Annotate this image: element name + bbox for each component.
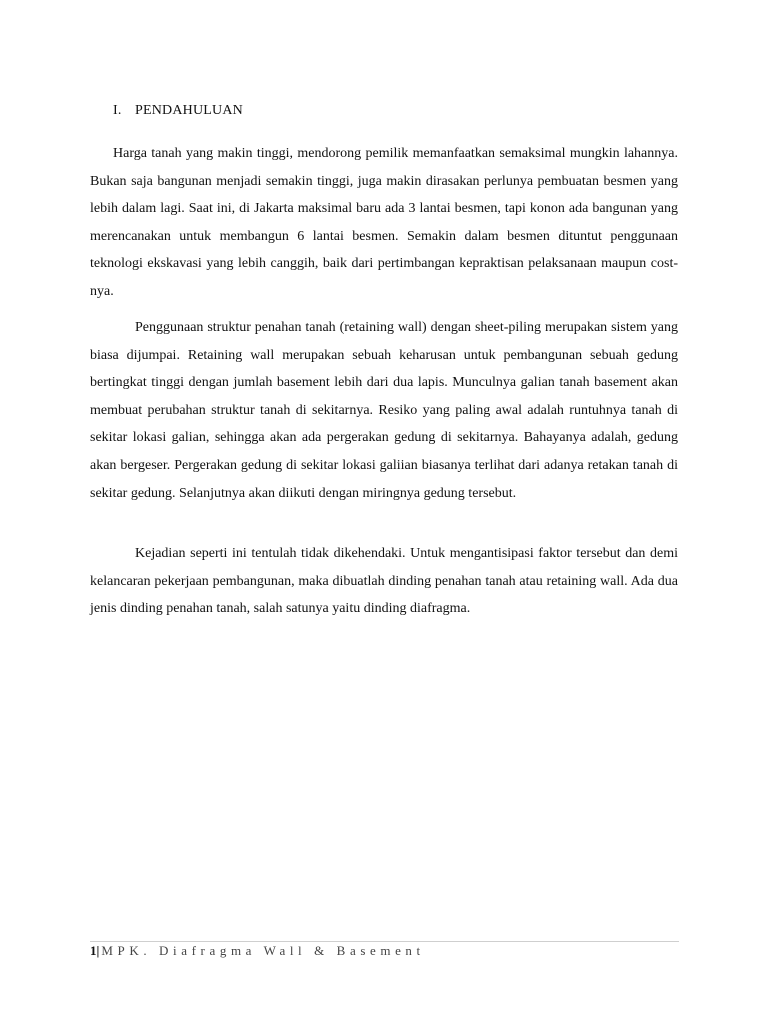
section-title: PENDAHULUAN	[135, 103, 243, 118]
page-footer	[90, 943, 425, 959]
running-title: MPK. Diafragma Wall & Basement	[101, 943, 425, 958]
section-number: I.	[113, 103, 122, 118]
footer-separator: |	[96, 943, 100, 958]
section-heading	[113, 102, 243, 120]
page-number: 1	[90, 943, 97, 958]
paragraph-3: Kejadian seperti ini tentulah tidak dikehendaki. Untuk mengantisipasi faktor tersebut dan demi kelancaran pekerjaan pembangunan, maka dibuatlah dinding penahan tanah atau retaining wall. Ada dua jenis dinding penahan tanah, salah satunya yaitu dinding diafragma.	[90, 546, 678, 617]
paragraph-2: Penggunaan struktur penahan tanah (retaining wall) dengan sheet-piling merupakan sistem yang biasa dijumpai. Retaining wall merupakan sebuah keharusan untuk pembangunan sebuah gedung bertingkat tinggi dengan jumlah basement lebih dari dua lapis. Munculnya galian tanah basement akan membuat perubahan struktur tanah di sekitarnya. Resiko yang paling awal adalah runtuhnya tanah di sekitar lokasi galian, sehingga akan ada pergerakan gedung di sekitarnya. Bahayanya adalah, gedung akan bergeser. Pergerakan gedung di sekitar lokasi galiian biasanya terlihat dari adanya retakan tanah di sekitar gedung. Selanjutnya akan diikuti dengan miringnya gedung tersebut.	[90, 320, 678, 501]
paragraph-1: Harga tanah yang makin tinggi, mendorong pemilik memanfaatkan semaksimal mungkin lahannya. Bukan saja bangunan menjadi semakin tinggi, juga makin dirasakan perlunya pembuatan besmen yang lebih dalam lagi. Saat ini, di Jakarta maksimal baru ada 3 lantai besmen, tapi konon ada bangunan yang merencanakan untuk membangun 6 lantai besmen. Semakin dalam besmen dituntut penggunaan teknologi ekskavasi yang lebih canggih, baik dari pertimbangan kepraktisan pelaksanaan maupun cost-nya.	[90, 146, 678, 299]
footer-divider	[90, 941, 679, 942]
